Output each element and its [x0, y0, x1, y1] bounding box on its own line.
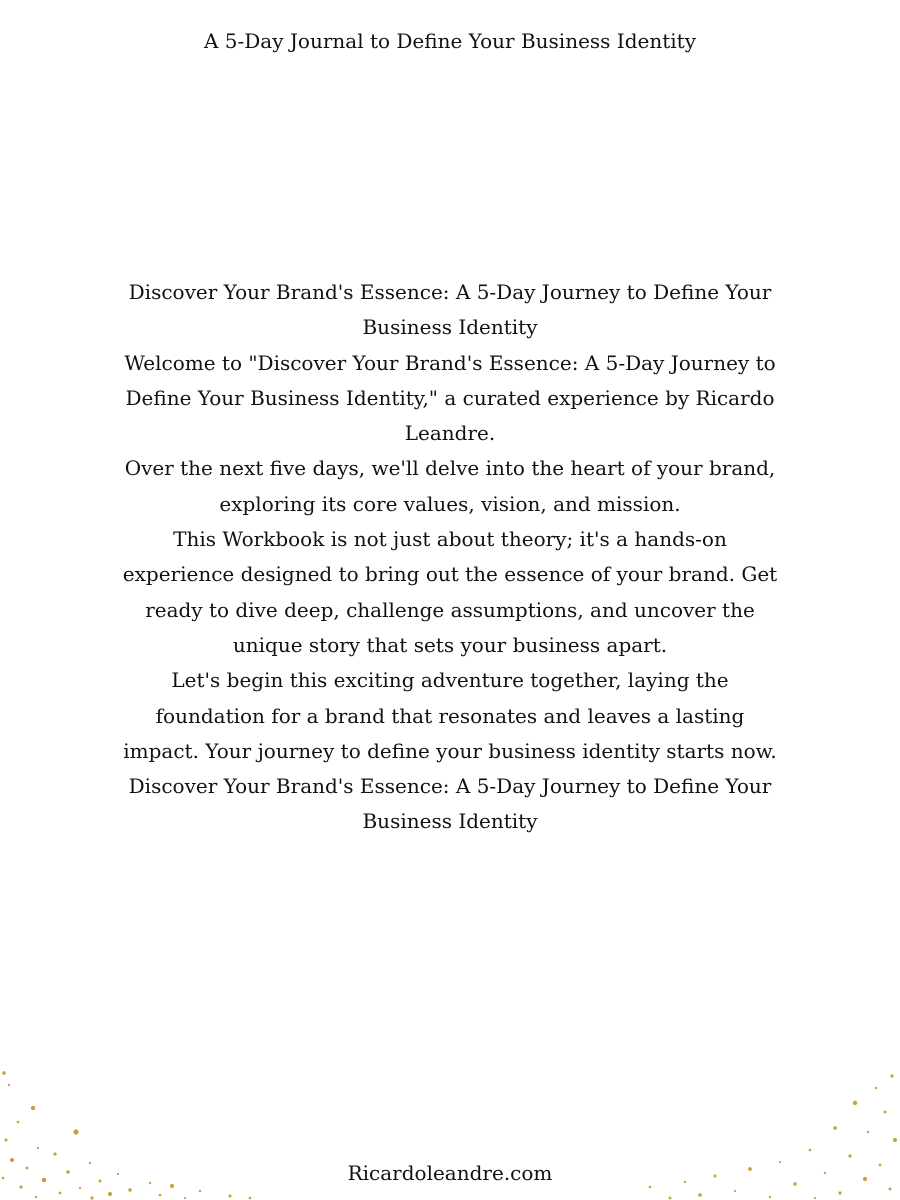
glitter-dot: [229, 1195, 232, 1198]
glitter-dot: [867, 1131, 869, 1133]
glitter-dot: [73, 1129, 78, 1134]
glitter-dot: [184, 1197, 186, 1199]
intro-closing-title: Discover Your Brand's Essence: A 5-Day Journey to Define Your Business Identity: [128, 774, 772, 834]
glitter-dot: [79, 1187, 81, 1189]
glitter-dot: [37, 1147, 39, 1149]
glitter-dot: [669, 1197, 672, 1200]
glitter-dot: [128, 1188, 131, 1191]
glitter-dot: [199, 1190, 201, 1192]
glitter-dot: [159, 1194, 162, 1197]
intro-workbook-paragraph: This Workbook is not just about theory; it's a hands-on experience designed to bring out the essence of your brand. Get ready to dive deep, challenge assumptions, and uncover the unique story that sets your business apart.: [122, 527, 778, 657]
glitter-dot: [31, 1106, 35, 1110]
intro-text-block: [118, 275, 782, 840]
document-title: A 5-Day Journal to Define Your Business Identity: [203, 29, 696, 53]
glitter-dot: [5, 1139, 8, 1142]
glitter-dot: [875, 1087, 877, 1089]
glitter-dot: [809, 1149, 812, 1152]
glitter-dot: [2, 1071, 6, 1075]
glitter-dot: [734, 1190, 736, 1192]
glitter-dot: [833, 1126, 837, 1130]
glitter-dot: [35, 1196, 37, 1198]
intro-title: Discover Your Brand's Essence: A 5-Day Journey to Define Your Business Identity: [128, 280, 772, 340]
glitter-dot: [893, 1138, 897, 1142]
glitter-dot: [698, 1193, 702, 1197]
glitter-dot: [8, 1084, 10, 1086]
glitter-dot: [890, 1074, 893, 1077]
page-header: [0, 27, 900, 55]
glitter-dot: [769, 1196, 771, 1198]
glitter-dot: [814, 1197, 816, 1199]
glitter-dot: [249, 1197, 252, 1200]
glitter-dot: [108, 1192, 112, 1196]
glitter-dot: [838, 1191, 841, 1194]
intro-begin-paragraph: Let's begin this exciting adventure together, laying the foundation for a brand that resonates and leaves a lasting impact. Your journey to define your business identity starts now.: [123, 668, 777, 763]
glitter-dot: [53, 1152, 56, 1155]
glitter-dot: [90, 1196, 93, 1199]
glitter-dot: [884, 1111, 887, 1114]
glitter-dot: [17, 1121, 20, 1124]
glitter-dot: [853, 1101, 857, 1105]
page-footer: [0, 1159, 900, 1187]
glitter-dot: [848, 1154, 851, 1157]
intro-overview-paragraph: Over the next five days, we'll delve into the heart of your brand, exploring its core values, vision, and mission.: [124, 456, 776, 516]
website-link[interactable]: Ricardoleandre.com: [347, 1161, 553, 1185]
glitter-dot: [59, 1192, 62, 1195]
intro-welcome-paragraph: Welcome to "Discover Your Brand's Essence: A 5-Day Journey to Define Your Business Identity," a curated experience by Ricardo Leandre.: [124, 350, 776, 446]
glitter-dot: [889, 1188, 892, 1191]
